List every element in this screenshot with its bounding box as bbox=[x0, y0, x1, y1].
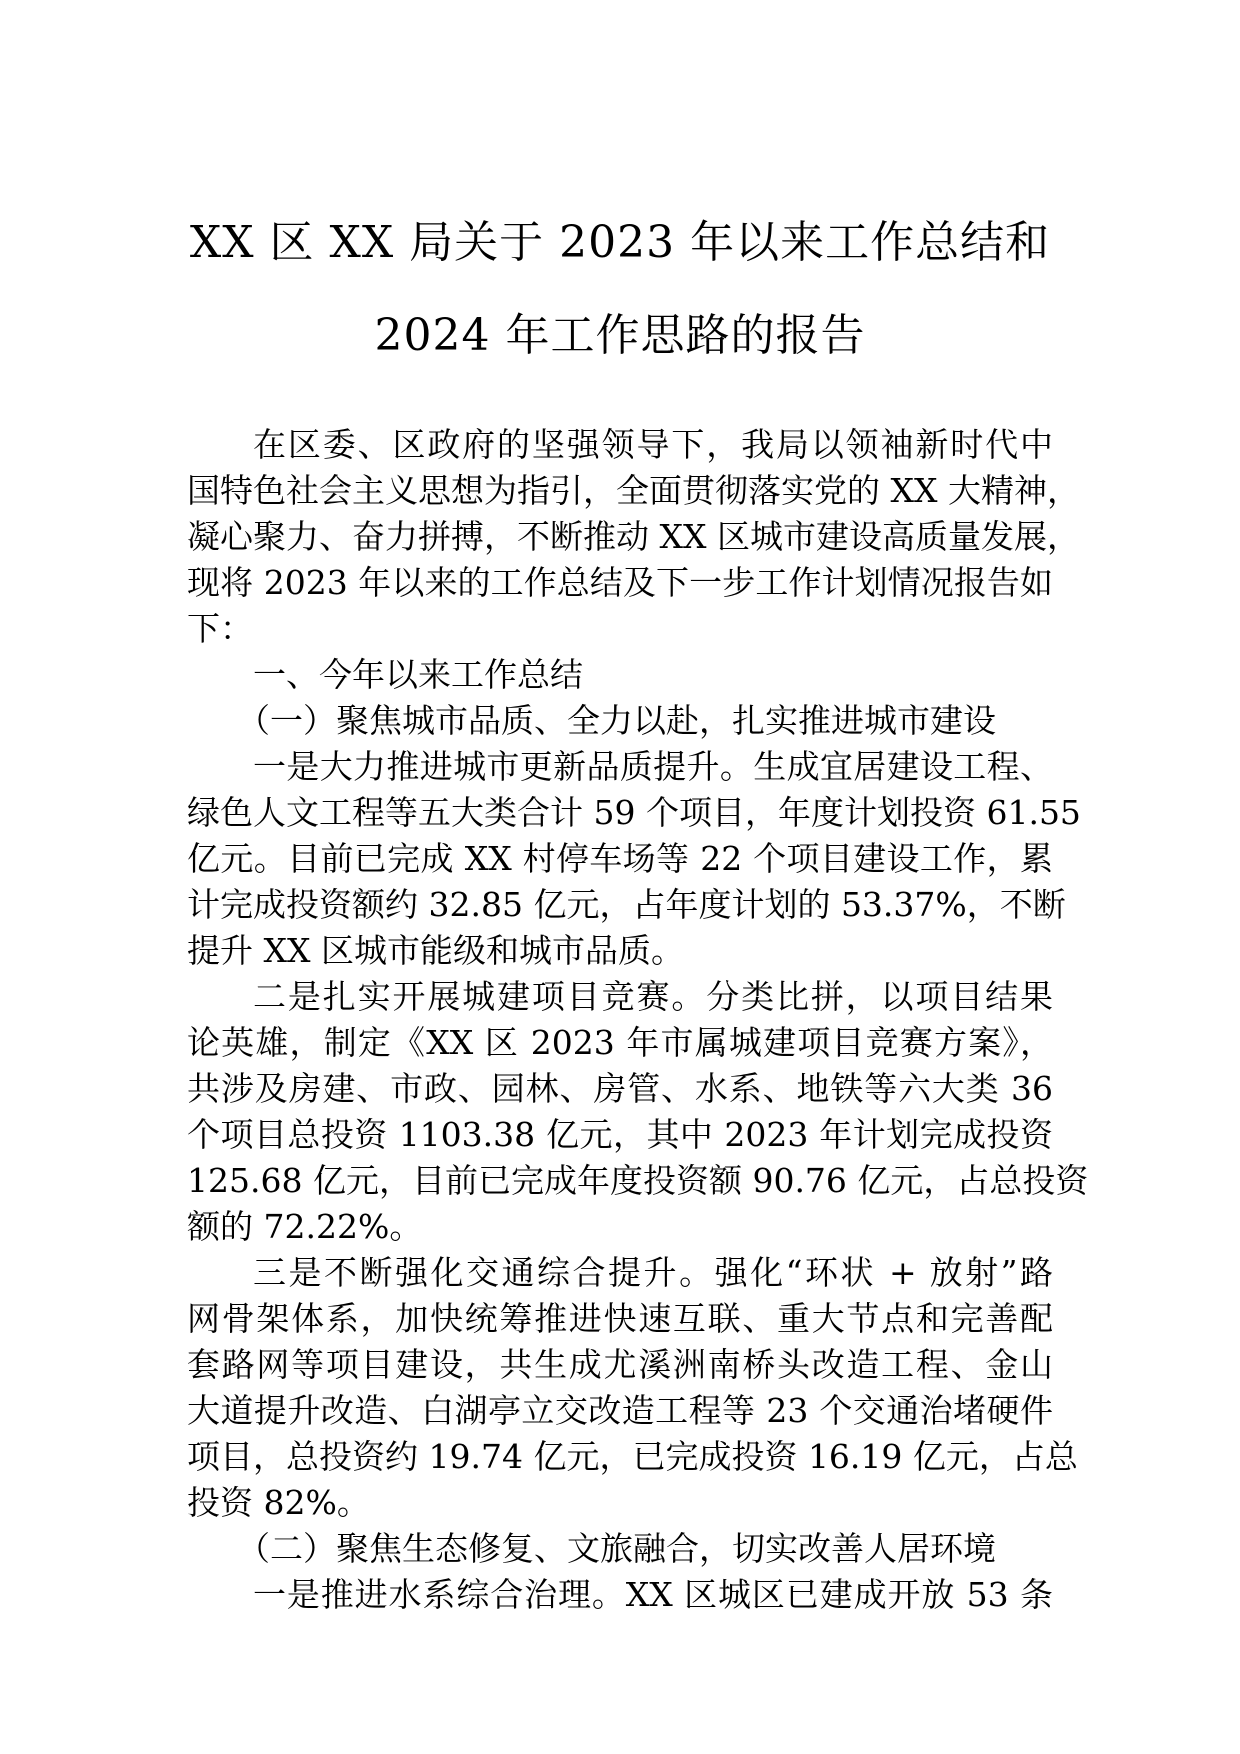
document-title-line-2: 2024 年工作思路的报告 bbox=[374, 310, 866, 361]
paragraph-line: 网骨架体系，加快统筹推进快速互联、重大节点和完善配 bbox=[187, 1299, 1053, 1338]
paragraph-line: 亿元。目前已完成 XX 村停车场等 22 个项目建设工作，累 bbox=[187, 839, 1053, 878]
subsection-heading: （一）聚焦城市品质、全力以赴，扎实推进城市建设 bbox=[237, 701, 996, 740]
section-heading: 一、今年以来工作总结 bbox=[253, 655, 583, 694]
paragraph-line: 额的 72.22%。 bbox=[187, 1207, 423, 1246]
paragraph-line: 共涉及房建、市政、园林、房管、水系、地铁等六大类 36 bbox=[187, 1069, 1053, 1108]
subsection-heading: （二）聚焦生态修复、文旅融合，切实改善人居环境 bbox=[237, 1529, 996, 1568]
paragraph-line: 凝心聚力、奋力拼搏，不断推动 XX 区城市建设高质量发展， bbox=[187, 517, 1080, 556]
paragraph-line: 一是推进水系综合治理。XX 区城区已建成开放 53 条 bbox=[253, 1575, 1053, 1614]
paragraph-line: 一是大力推进城市更新品质提升。生成宜居建设工程、 bbox=[253, 747, 1053, 786]
paragraph-line: 二是扎实开展城建项目竞赛。分类比拼，以项目结果 bbox=[253, 977, 1053, 1016]
paragraph-line: 投资 82%。 bbox=[187, 1483, 370, 1522]
paragraph-line: 个项目总投资 1103.38 亿元，其中 2023 年计划完成投资 bbox=[187, 1115, 1053, 1154]
document-body bbox=[187, 422, 1089, 1618]
paragraph-line: 绿色人文工程等五大类合计 59 个项目，年度计划投资 61.55 bbox=[187, 793, 1081, 832]
paragraph-line: 在区委、区政府的坚强领导下，我局以领袖新时代中 bbox=[253, 425, 1053, 464]
paragraph-line: 国特色社会主义思想为指引，全面贯彻落实党的 XX 大精神， bbox=[187, 471, 1080, 510]
paragraph-line: 三是不断强化交通综合提升。强化“环状 + 放射”路 bbox=[253, 1253, 1053, 1292]
paragraph-line: 现将 2023 年以来的工作总结及下一步工作计划情况报告如 bbox=[187, 563, 1053, 602]
paragraph-line: 套路网等项目建设，共生成尤溪洲南桥头改造工程、金山 bbox=[187, 1345, 1053, 1384]
paragraph-line: 125.68 亿元，目前已完成年度投资额 90.76 亿元，占总投资 bbox=[187, 1161, 1089, 1200]
paragraph-line: 下： bbox=[187, 609, 253, 648]
paragraph-line: 大道提升改造、白湖亭立交改造工程等 23 个交通治堵硬件 bbox=[187, 1391, 1053, 1430]
document-title-line-1: XX 区 XX 局关于 2023 年以来工作总结和 bbox=[189, 217, 1051, 268]
paragraph-line: 论英雄，制定《XX 区 2023 年市属城建项目竞赛方案》， bbox=[187, 1023, 1053, 1062]
paragraph-line: 项目，总投资约 19.74 亿元，已完成投资 16.19 亿元，占总 bbox=[187, 1437, 1078, 1476]
paragraph-line: 提升 XX 区城市能级和城市品质。 bbox=[187, 931, 684, 970]
paragraph-line: 计完成投资额约 32.85 亿元，占年度计划的 53.37%，不断 bbox=[187, 885, 1066, 924]
